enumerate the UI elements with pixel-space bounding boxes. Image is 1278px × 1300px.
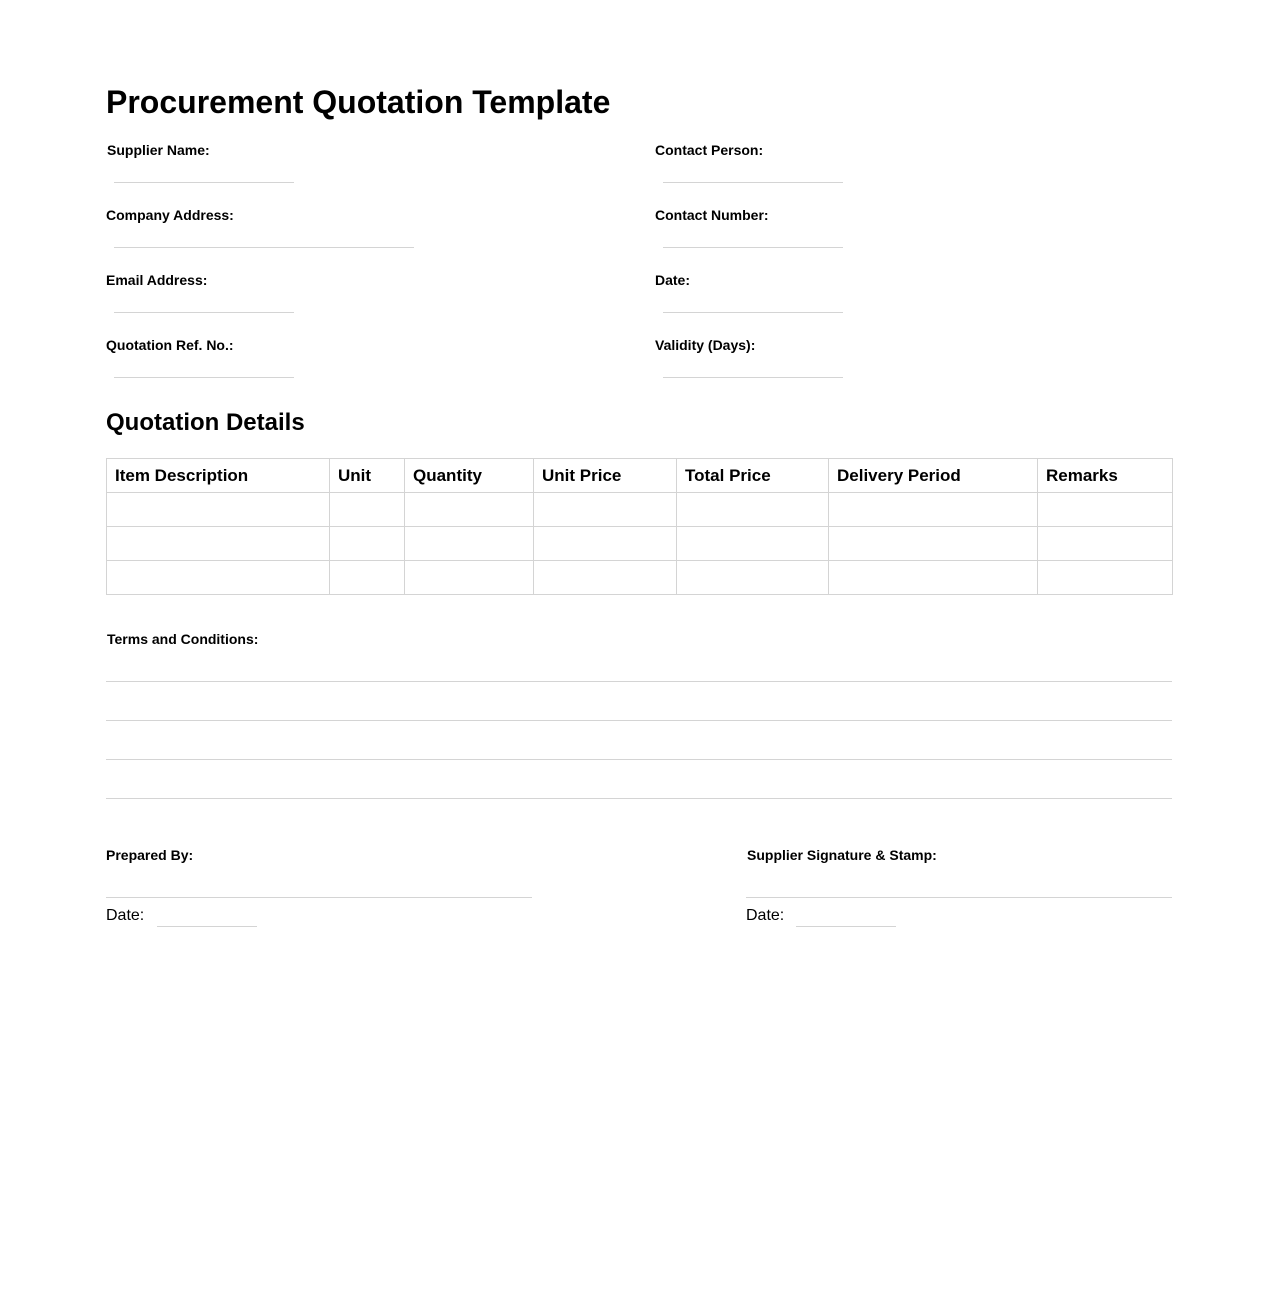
table-cell[interactable] <box>534 527 677 561</box>
table-cell[interactable] <box>405 527 534 561</box>
table-row <box>107 561 1173 595</box>
contact-person-field[interactable] <box>663 182 843 183</box>
email-address-field[interactable] <box>114 312 294 313</box>
table-cell[interactable] <box>829 493 1038 527</box>
document-title: Procurement Quotation Template <box>106 84 611 120</box>
supplier-date-field[interactable] <box>796 926 896 927</box>
supplier-date-label: Date: <box>746 907 785 924</box>
table-header-row <box>107 459 1173 493</box>
table-cell[interactable] <box>534 493 677 527</box>
column-header-delivery-period: Delivery Period <box>829 459 1038 493</box>
column-header-unit-price: Unit Price <box>534 459 677 493</box>
table-cell[interactable] <box>107 561 330 595</box>
company-address-field[interactable] <box>114 247 414 248</box>
contact-person-label: Contact Person: <box>655 142 764 158</box>
prepared-date-field[interactable] <box>157 926 257 927</box>
table-cell[interactable] <box>829 527 1038 561</box>
company-address-label: Company Address: <box>106 207 234 223</box>
table-cell[interactable] <box>107 493 330 527</box>
quotation-ref-field[interactable] <box>114 377 294 378</box>
table-cell[interactable] <box>330 561 405 595</box>
terms-line[interactable] <box>106 720 1172 721</box>
prepared-by-label: Prepared By: <box>106 847 194 863</box>
table-cell[interactable] <box>330 493 405 527</box>
contact-number-label: Contact Number: <box>655 207 769 223</box>
validity-label: Validity (Days): <box>655 337 756 353</box>
table-row <box>107 493 1173 527</box>
table-cell[interactable] <box>677 527 829 561</box>
column-header-quantity: Quantity <box>405 459 534 493</box>
quotation-details-title: Quotation Details <box>106 409 305 436</box>
supplier-name-label: Supplier Name: <box>107 142 210 158</box>
table-cell[interactable] <box>405 493 534 527</box>
table-row <box>107 527 1173 561</box>
table-cell[interactable] <box>405 561 534 595</box>
validity-field[interactable] <box>663 377 843 378</box>
table-cell[interactable] <box>677 493 829 527</box>
supplier-signature-line[interactable] <box>746 897 1172 898</box>
column-header-remarks: Remarks <box>1038 459 1173 493</box>
table-cell[interactable] <box>677 561 829 595</box>
supplier-signature-label: Supplier Signature & Stamp: <box>747 847 937 863</box>
terms-line[interactable] <box>106 681 1172 682</box>
table-cell[interactable] <box>1038 527 1173 561</box>
column-header-item-description: Item Description <box>107 459 330 493</box>
terms-line[interactable] <box>106 798 1172 799</box>
quotation-details-table <box>106 458 1173 595</box>
table-cell[interactable] <box>829 561 1038 595</box>
table-cell[interactable] <box>1038 561 1173 595</box>
terms-label: Terms and Conditions: <box>107 631 259 647</box>
email-address-label: Email Address: <box>106 272 208 288</box>
terms-line[interactable] <box>106 759 1172 760</box>
table-cell[interactable] <box>1038 493 1173 527</box>
table-cell[interactable] <box>330 527 405 561</box>
date-label: Date: <box>655 272 691 288</box>
date-field[interactable] <box>663 312 843 313</box>
column-header-unit: Unit <box>330 459 405 493</box>
prepared-by-signature-line[interactable] <box>106 897 532 898</box>
table-cell[interactable] <box>107 527 330 561</box>
quotation-ref-label: Quotation Ref. No.: <box>106 337 234 353</box>
table-cell[interactable] <box>534 561 677 595</box>
prepared-date-label: Date: <box>106 907 145 924</box>
contact-number-field[interactable] <box>663 247 843 248</box>
supplier-name-field[interactable] <box>114 182 294 183</box>
column-header-total-price: Total Price <box>677 459 829 493</box>
